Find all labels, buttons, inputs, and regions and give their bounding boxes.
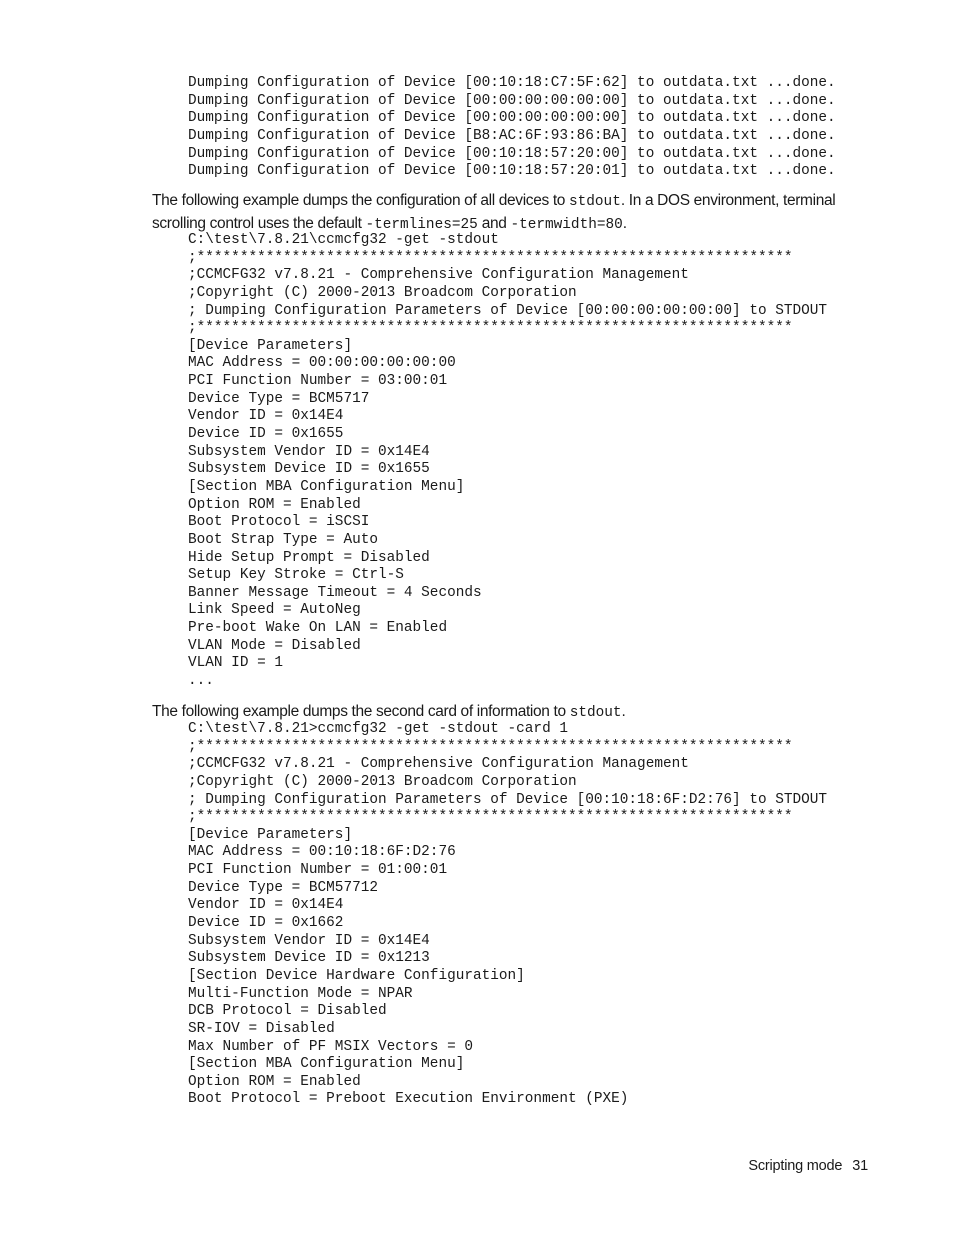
code-line: Banner Message Timeout = 4 Seconds <box>188 584 482 601</box>
example-output-all-devices <box>188 232 827 691</box>
code-line: [Device Parameters] <box>188 826 353 843</box>
code-line: ;Copyright (C) 2000-2013 Broadcom Corporation <box>188 284 577 301</box>
code-line: Boot Protocol = iSCSI <box>188 514 370 531</box>
paragraph-text: and <box>477 215 511 232</box>
code-line: Dumping Configuration of Device [00:10:18:57:20:00] to outdata.txt ...done. <box>188 145 836 162</box>
dump-output-block <box>188 75 836 181</box>
inline-code: -termlines=25 <box>365 217 478 233</box>
code-line: ;CCMCFG32 v7.8.21 - Comprehensive Configuration Management <box>188 756 689 773</box>
code-line: Device Type = BCM5717 <box>188 390 370 407</box>
code-line: ; Dumping Configuration Parameters of Device [00:10:18:6F:D2:76] to STDOUT <box>188 791 828 808</box>
code-line: C:\test\7.8.21>ccmcfg32 -get -stdout -card 1 <box>188 721 568 737</box>
code-line: ... <box>188 673 214 690</box>
code-line: ;********************************************************************* <box>188 809 793 826</box>
code-line: Device Type = BCM57712 <box>188 879 378 896</box>
code-line: PCI Function Number = 03:00:01 <box>188 373 448 390</box>
code-line: SR-IOV = Disabled <box>188 1020 335 1037</box>
code-line: Subsystem Device ID = 0x1213 <box>188 950 430 967</box>
code-line: Boot Protocol = Preboot Execution Environment (PXE) <box>188 1091 629 1108</box>
footer-section-title: Scripting mode <box>748 1158 843 1174</box>
code-line: Hide Setup Prompt = Disabled <box>188 549 430 566</box>
code-line: Vendor ID = 0x14E4 <box>188 408 344 425</box>
inline-code: -termwidth=80 <box>510 217 623 233</box>
code-line: ;********************************************************************* <box>188 249 793 266</box>
code-line: [Section MBA Configuration Menu] <box>188 478 465 495</box>
code-line: Multi-Function Mode = NPAR <box>188 985 413 1002</box>
paragraph-text: The following example dumps the configuration of all devices to <box>152 192 570 209</box>
code-line: ; Dumping Configuration Parameters of Device [00:00:00:00:00:00] to STDOUT <box>188 302 828 319</box>
paragraph-text: . In a DOS environment, terminal scrolling control uses the default <box>152 192 836 232</box>
code-line: Option ROM = Enabled <box>188 1073 361 1090</box>
code-line: MAC Address = 00:10:18:6F:D2:76 <box>188 844 456 861</box>
code-line: MAC Address = 00:00:00:00:00:00 <box>188 355 456 372</box>
code-line: ;********************************************************************* <box>188 320 793 337</box>
code-line: VLAN ID = 1 <box>188 655 283 672</box>
page-footer <box>748 1158 868 1174</box>
code-line: Dumping Configuration of Device [B8:AC:6F:93:86:BA] to outdata.txt ...done. <box>188 127 836 144</box>
code-line: Subsystem Device ID = 0x1655 <box>188 461 430 478</box>
code-line: [Section Device Hardware Configuration] <box>188 967 525 984</box>
code-line: Dumping Configuration of Device [00:00:00:00:00:00] to outdata.txt ...done. <box>188 92 836 109</box>
page-number: 31 <box>852 1158 868 1174</box>
code-line: Device ID = 0x1662 <box>188 915 344 932</box>
code-line: Subsystem Vendor ID = 0x14E4 <box>188 443 430 460</box>
code-line: DCB Protocol = Disabled <box>188 1003 387 1020</box>
code-line: Vendor ID = 0x14E4 <box>188 897 344 914</box>
code-line: Setup Key Stroke = Ctrl-S <box>188 567 404 584</box>
code-line: Boot Strap Type = Auto <box>188 531 378 548</box>
code-line: ;********************************************************************* <box>188 738 793 755</box>
code-line: VLAN Mode = Disabled <box>188 637 361 654</box>
code-line: Dumping Configuration of Device [00:10:18:57:20:01] to outdata.txt ...done. <box>188 163 836 180</box>
code-line: [Device Parameters] <box>188 337 353 354</box>
code-line: Subsystem Vendor ID = 0x14E4 <box>188 932 430 949</box>
code-line: Device ID = 0x1655 <box>188 426 344 443</box>
paragraph-text: The following example dumps the second card of information to <box>152 703 570 720</box>
code-line: PCI Function Number = 01:00:01 <box>188 862 448 879</box>
code-line: Dumping Configuration of Device [00:00:00:00:00:00] to outdata.txt ...done. <box>188 110 836 127</box>
inline-code: stdout <box>569 705 622 721</box>
paragraph-all-devices <box>152 190 872 236</box>
code-line: [Section MBA Configuration Menu] <box>188 1056 465 1073</box>
example-output-second-card <box>188 721 827 1109</box>
code-line: Max Number of PF MSIX Vectors = 0 <box>188 1038 473 1055</box>
code-line: Dumping Configuration of Device [00:10:18:C7:5F:62] to outdata.txt ...done. <box>188 75 836 91</box>
code-line: Option ROM = Enabled <box>188 496 361 513</box>
inline-code: stdout <box>569 194 621 210</box>
code-line: C:\test\7.8.21\ccmcfg32 -get -stdout <box>188 232 499 248</box>
code-line: ;Copyright (C) 2000-2013 Broadcom Corporation <box>188 773 577 790</box>
code-line: Pre-boot Wake On LAN = Enabled <box>188 620 448 637</box>
code-line: ;CCMCFG32 v7.8.21 - Comprehensive Configuration Management <box>188 267 689 284</box>
code-line: Link Speed = AutoNeg <box>188 602 361 619</box>
paragraph-text: . <box>621 703 626 720</box>
paragraph-text: . <box>622 215 627 232</box>
